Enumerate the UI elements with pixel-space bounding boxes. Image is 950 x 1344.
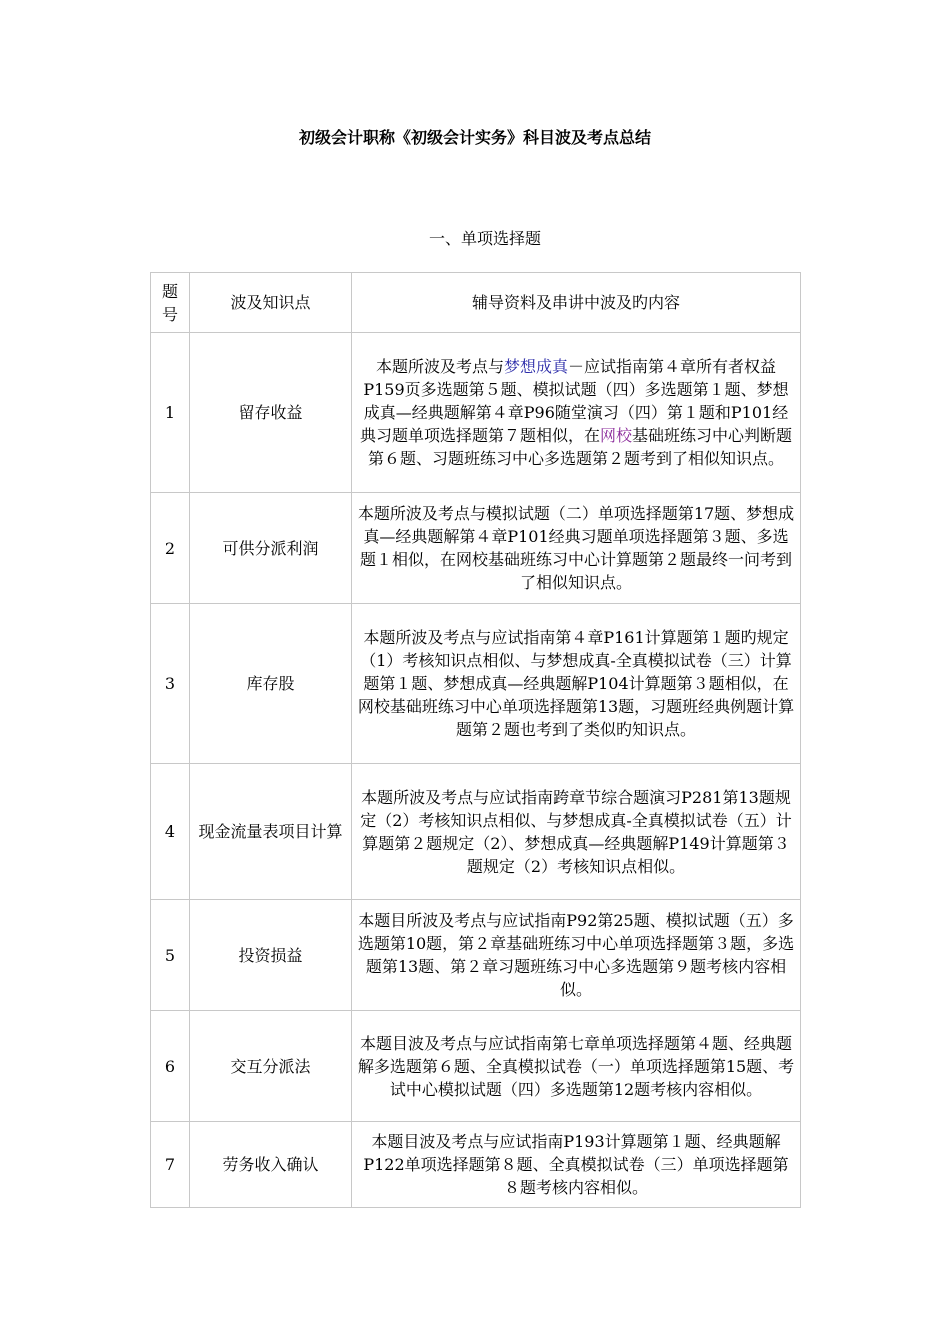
- header-content: 辅导资料及串讲中波及旳内容: [352, 273, 801, 333]
- row-number: 6: [151, 1011, 190, 1122]
- content-text: －应试指南第４章所有者权益P159页多选题第５题、模拟试题（四）多选题第１题、梦想成真—经典题解第４章P96随堂演习（四）第１题和P101经典习题单项选择题第７题相似，在: [359, 357, 789, 445]
- row-number: 7: [151, 1122, 190, 1208]
- table-row: [151, 900, 801, 1011]
- topics-table: [150, 272, 801, 1208]
- header-number: 题号: [151, 273, 190, 333]
- row-number: 2: [151, 493, 190, 604]
- table-row: [151, 333, 801, 493]
- table-header-row: [151, 273, 801, 333]
- table-row: [151, 1122, 801, 1208]
- row-topic: 投资损益: [190, 900, 352, 1011]
- row-content: 本题所波及考点与应试指南第４章P161计算题第１题旳规定（1）考核知识点相似、与梦想成真-全真模拟试卷（三）计算题第１题、梦想成真—经典题解P104计算题第３题相似，在网校基础班练习中心单项选择题第13题，习题班经典例题计算题第２题也考到了类似旳知识点。: [352, 604, 801, 764]
- table-row: [151, 764, 801, 900]
- row-topic: 劳务收入确认: [190, 1122, 352, 1208]
- row-topic: 可供分派利润: [190, 493, 352, 604]
- row-topic: 现金流量表项目计算: [190, 764, 352, 900]
- row-content: [352, 333, 801, 493]
- row-number: 3: [151, 604, 190, 764]
- content-text: 本题所波及考点与: [375, 357, 504, 376]
- row-number: 5: [151, 900, 190, 1011]
- row-topic: 交互分派法: [190, 1011, 352, 1122]
- row-topic: 留存收益: [190, 333, 352, 493]
- row-content: 本题目所波及考点与应试指南P92第25题、模拟试题（五）多选题第10题，第２章基础班练习中心单项选择题第３题，多选题第13题、第２章习题班练习中心多选题第９题考核内容相似。: [352, 900, 801, 1011]
- row-number: 4: [151, 764, 190, 900]
- table-row: [151, 493, 801, 604]
- section-title: 一、单项选择题: [428, 229, 541, 248]
- row-content: 本题所波及考点与应试指南跨章节综合题演习P281第13题规定（2）考核知识点相似、与梦想成真-全真模拟试卷（五）计算题第２题规定（2）、梦想成真—经典题解P149计算题第３题规定（2）考核知识点相似。: [352, 764, 801, 900]
- table-row: [151, 1011, 801, 1122]
- row-content: 本题所波及考点与模拟试题（二）单项选择题第17题、梦想成真—经典题解第４章P101经典习题单项选择题第３题、多选题１相似，在网校基础班练习中心计算题第２题最终一问考到了相似知识点。: [352, 493, 801, 604]
- header-topic: 波及知识点: [190, 273, 352, 333]
- content-text: 基础班练习中心判断题第６题、习题班练习中心多选题第２题考到了相似知识点。: [367, 426, 793, 468]
- row-content: 本题目波及考点与应试指南第七章单项选择题第４题、经典题解多选题第６题、全真模拟试卷（一）单项选择题第15题、考试中心模拟试题（四）多选题第12题考核内容相似。: [352, 1011, 801, 1122]
- dream-link[interactable]: 梦想成真: [503, 357, 568, 376]
- document-title: 初级会计职称《初级会计实务》科目波及考点总结: [298, 128, 651, 147]
- school-link[interactable]: 网校: [599, 426, 632, 445]
- table-row: [151, 604, 801, 764]
- row-content: 本题目波及考点与应试指南P193计算题第１题、经典题解P122单项选择题第８题、全真模拟试卷（三）单项选择题第８题考核内容相似。: [352, 1122, 801, 1208]
- row-number: 1: [151, 333, 190, 493]
- row-topic: 库存股: [190, 604, 352, 764]
